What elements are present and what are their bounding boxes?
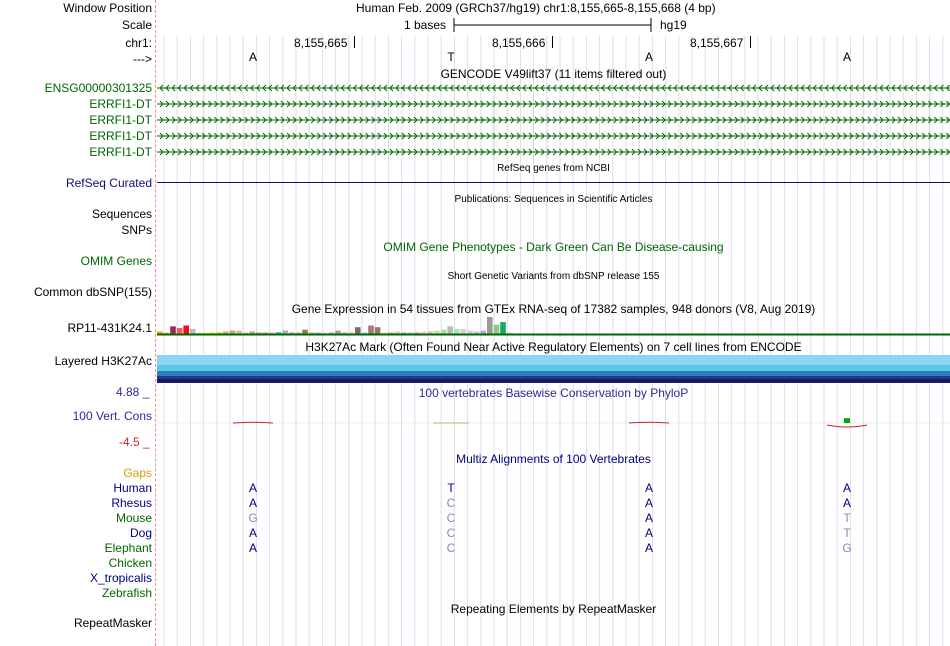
scale-text: 1 bases bbox=[404, 18, 447, 32]
gtex-tissue-bar bbox=[355, 327, 361, 334]
gtex-tissue-bar bbox=[302, 330, 308, 334]
coord-tick-label: 8,155,667 bbox=[690, 36, 744, 50]
multiz-aligned-base: G bbox=[842, 541, 852, 555]
scale-bar bbox=[452, 17, 656, 33]
publications-track-title: Publications: Sequences in Scientific Articles bbox=[454, 194, 653, 205]
gtex-tissue-bar bbox=[487, 317, 493, 334]
publications-sequences-label[interactable]: Sequences bbox=[91, 207, 152, 221]
gencode-item-label[interactable]: ENSG00000301325 bbox=[44, 81, 152, 95]
h3k27ac-band bbox=[157, 355, 950, 365]
h3k27ac-signal[interactable] bbox=[157, 355, 950, 383]
multiz-aligned-base: C bbox=[446, 526, 456, 540]
h3k27ac-track-title: H3K27Ac Mark (Often Found Near Active Regulatory Elements) on 7 cell lines from ENCODE bbox=[305, 340, 802, 354]
publications-snps-label[interactable]: SNPs bbox=[121, 223, 152, 237]
multiz-aligned-base: T bbox=[843, 511, 851, 525]
scale-label: Scale bbox=[121, 18, 152, 32]
multiz-gaps-label[interactable]: Gaps bbox=[123, 466, 152, 480]
window-position-label: Window Position bbox=[63, 1, 152, 15]
multiz-species-label[interactable]: X_tropicalis bbox=[89, 571, 152, 585]
multiz-species-label[interactable]: Dog bbox=[129, 526, 152, 540]
gencode-item-label[interactable]: ERRFI1-DT bbox=[89, 145, 152, 159]
multiz-aligned-base: A bbox=[644, 526, 653, 540]
window-position-text: Human Feb. 2009 (GRCh37/hg19) chr1:8,155,665-8,155,668 (4 bp) bbox=[356, 1, 716, 15]
refseq-track-title: RefSeq genes from NCBI bbox=[497, 163, 610, 174]
refseq-gene-line[interactable] bbox=[157, 182, 950, 183]
multiz-aligned-base: T bbox=[447, 481, 455, 495]
dbsnp-track-title: Short Genetic Variants from dbSNP release 155 bbox=[447, 271, 660, 282]
multiz-aligned-base: C bbox=[446, 511, 456, 525]
gtex-tissue-bar bbox=[480, 331, 486, 334]
gtex-tissue-bar bbox=[494, 325, 500, 334]
conservation-label[interactable]: 100 Vert. Cons bbox=[72, 409, 152, 423]
conservation-value bbox=[827, 425, 867, 427]
gtex-gene-label[interactable]: RP11-431K24.1 bbox=[67, 321, 152, 335]
multiz-aligned-base: A bbox=[644, 481, 653, 495]
gtex-tissue-bar bbox=[441, 330, 447, 334]
gtex-track-title: Gene Expression in 54 tissues from GTEx RNA-seq of 17382 samples, 948 donors (V8, Aug 2019) bbox=[291, 302, 816, 316]
gencode-item-label[interactable]: ERRFI1-DT bbox=[89, 113, 152, 127]
gtex-tissue-bar bbox=[282, 331, 288, 334]
gtex-tissue-bar bbox=[434, 331, 440, 334]
gencode-transcripts[interactable] bbox=[157, 82, 950, 158]
refseq-label[interactable]: RefSeq Curated bbox=[65, 176, 152, 190]
conservation-wiggle[interactable] bbox=[157, 400, 950, 450]
multiz-aligned-base: A bbox=[644, 541, 653, 555]
gencode-track-title: GENCODE V49lift37 (11 items filtered out) bbox=[440, 67, 667, 81]
dbsnp-label[interactable]: Common dbSNP(155) bbox=[33, 285, 152, 299]
gtex-tissue-bar bbox=[190, 329, 196, 334]
multiz-aligned-base: A bbox=[842, 481, 851, 495]
multiz-aligned-base: A bbox=[248, 481, 257, 495]
gtex-tissue-bar bbox=[183, 326, 189, 335]
multiz-species-label[interactable]: Chicken bbox=[108, 556, 152, 570]
h3k27ac-band bbox=[157, 379, 950, 383]
multiz-aligned-base: A bbox=[248, 526, 257, 540]
multiz-aligned-base: G bbox=[248, 511, 258, 525]
h3k27ac-band bbox=[157, 365, 950, 371]
assembly-label: hg19 bbox=[660, 18, 687, 32]
reference-base: A bbox=[842, 50, 851, 64]
multiz-aligned-base: A bbox=[644, 511, 653, 525]
repeatmasker-label[interactable]: RepeatMasker bbox=[73, 616, 152, 630]
h3k27ac-band bbox=[157, 371, 950, 376]
multiz-species-label[interactable]: Mouse bbox=[115, 511, 152, 525]
gencode-item-label[interactable]: ERRFI1-DT bbox=[89, 97, 152, 111]
multiz-aligned-base: T bbox=[843, 526, 851, 540]
multiz-aligned-base: A bbox=[248, 541, 257, 555]
gtex-tissue-bar bbox=[230, 331, 236, 334]
reference-base: T bbox=[447, 50, 455, 64]
multiz-aligned-base: A bbox=[842, 496, 851, 510]
coord-tick-label: 8,155,666 bbox=[492, 36, 546, 50]
multiz-aligned-base: A bbox=[644, 496, 653, 510]
multiz-aligned-base: C bbox=[446, 496, 456, 510]
coord-ticks bbox=[0, 35, 950, 49]
gtex-tissue-bar bbox=[368, 326, 374, 335]
gtex-tissue-bar bbox=[236, 331, 242, 334]
gtex-tissue-bar bbox=[467, 331, 473, 334]
gtex-expression-bars[interactable] bbox=[157, 316, 950, 336]
gtex-tissue-bar bbox=[170, 326, 176, 334]
gtex-tissue-bar bbox=[500, 322, 506, 334]
reference-base: A bbox=[248, 50, 257, 64]
gtex-tissue-bar bbox=[335, 331, 341, 334]
conservation-ymax: 4.88 _ bbox=[116, 385, 150, 399]
repeatmasker-track-title: Repeating Elements by RepeatMasker bbox=[450, 602, 657, 616]
multiz-species-label[interactable]: Zebrafish bbox=[101, 586, 152, 600]
coord-tick-label: 8,155,665 bbox=[294, 36, 348, 50]
gencode-item-label[interactable]: ERRFI1-DT bbox=[89, 129, 152, 143]
multiz-species-label[interactable]: Human bbox=[113, 481, 152, 495]
multiz-aligned-base: C bbox=[446, 541, 456, 555]
h3k27ac-label[interactable]: Layered H3K27Ac bbox=[54, 354, 152, 368]
multiz-species-label[interactable]: Elephant bbox=[104, 541, 152, 555]
gtex-tissue-bar bbox=[375, 327, 381, 334]
reference-base: A bbox=[644, 50, 653, 64]
gtex-tissue-bar bbox=[461, 329, 467, 334]
multiz-aligned-base: A bbox=[248, 496, 257, 510]
multiz-track-title: Multiz Alignments of 100 Vertebrates bbox=[456, 452, 651, 466]
conservation-value bbox=[844, 418, 850, 423]
omim-label[interactable]: OMIM Genes bbox=[80, 254, 152, 268]
gtex-tissue-bar bbox=[447, 326, 453, 334]
chrom-label: chr1: bbox=[125, 36, 152, 50]
conservation-ymin: -4.5 _ bbox=[119, 435, 150, 449]
multiz-species-label[interactable]: Rhesus bbox=[111, 496, 152, 510]
strand-label: ---> bbox=[133, 52, 152, 66]
gtex-tissue-bar bbox=[454, 329, 460, 334]
omim-track-title: OMIM Gene Phenotypes - Dark Green Can Be Disease-causing bbox=[383, 240, 724, 254]
gtex-tissue-bar bbox=[177, 328, 183, 334]
h3k27ac-band bbox=[157, 376, 950, 379]
conservation-track-title: 100 vertebrates Basewise Conservation by PhyloP bbox=[418, 386, 689, 400]
